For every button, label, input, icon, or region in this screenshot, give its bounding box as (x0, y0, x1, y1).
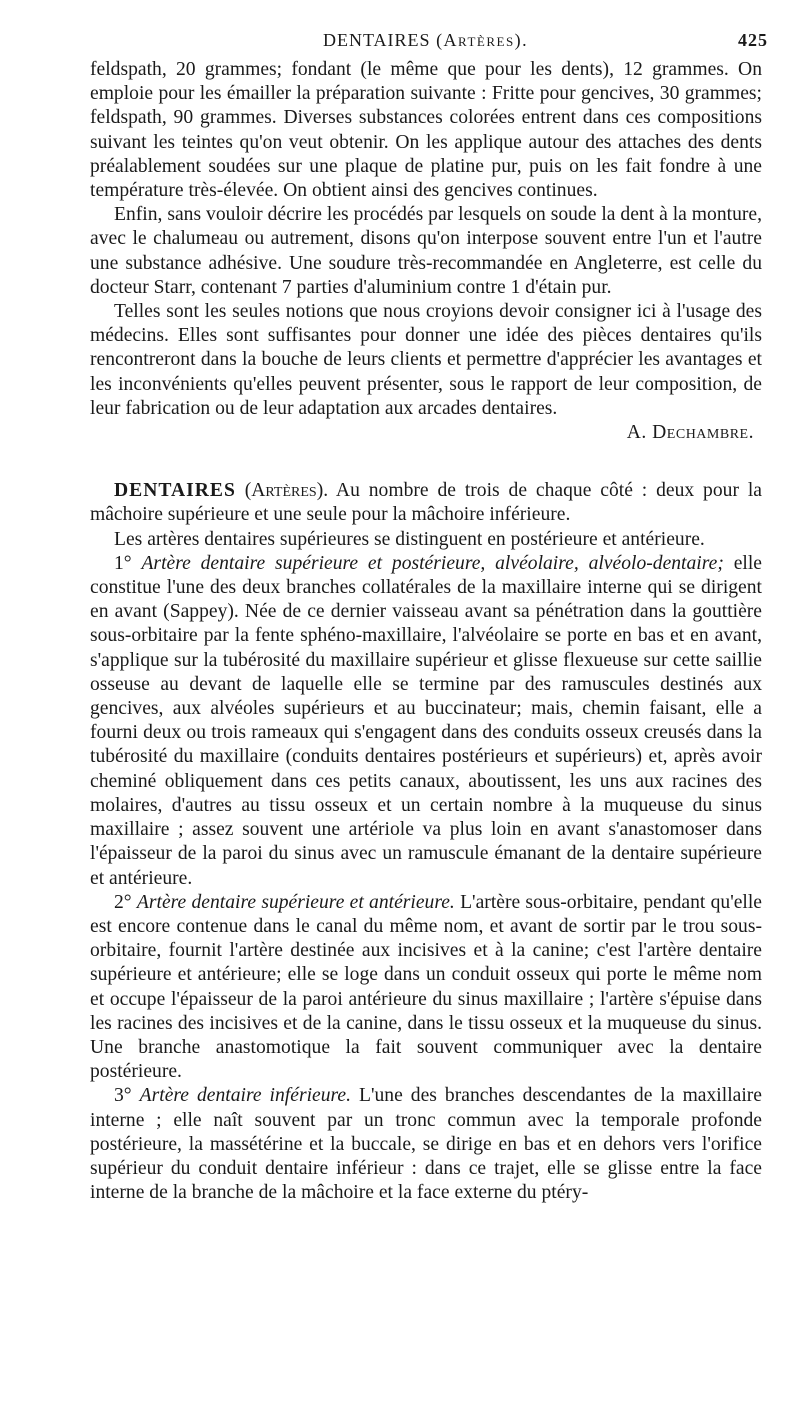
running-title (323, 30, 528, 51)
item-3-number: 3° (114, 1085, 132, 1107)
signature-name: Dechambre. (652, 422, 754, 444)
item-2-number: 2° (114, 891, 132, 913)
signature-initial: A. (626, 422, 647, 444)
paragraph-telles: Telles sont les seules notions que nous croyions devoir consigner ici à l'usage des médecins. Elles sont suffisantes pour donner une idée des pièces dentaires qu'ils rencontreront dans la bouche de leurs clients et permettre d'apprécier les avantages et les inconvénients qu'elles peuvent présenter, sous le rapport de leur composition, de leur fabrication ou de leur adaptation aux arcades dentaires. (90, 301, 762, 419)
item-3 (90, 1084, 762, 1205)
item-2 (90, 891, 762, 1085)
body-text (90, 58, 762, 1205)
article-intro (90, 479, 762, 527)
item-1-number: 1° (114, 552, 132, 574)
article-intro-text: Au nombre de trois de chaque côté : deux pour la mâchoire supérieure et une seule pour la mâchoire inférieure. (90, 480, 762, 526)
article-separator (90, 445, 762, 479)
item-2-text: L'artère sous-orbitaire, pendant qu'elle est encore contenue dans le canal du même nom, et avant de sortir par le trou sous-orbitaire, fournit l'artère destinée aux incisives et à la canine; c'est l'artère dentaire supérieure et antérieure; elle se loge dans un conduit osseux qui porte le même nom et occupe l'épaisseur de la paroi antérieure du sinus maxillaire ; l'artère s'épuise dans les racines des incisives et de la canine, dans le tissu osseux et la muqueuse du sinus. Une branche anastomotique la fait souvent communiquer avec la dentaire postérieure. (90, 891, 763, 1083)
item-2-title: Artère dentaire supérieure et antérieure. (136, 891, 455, 913)
item-1 (90, 552, 762, 891)
running-title-main: DENTAIRES (323, 30, 431, 50)
paragraph-enfin: Enfin, sans vouloir décrire les procédés par lesquels on soude la dent à la monture, avec le chalumeau ou autrement, disons qu'on interpose souvent entre l'un et l'autre une substance adhésive. Une soudure très-recommandée en Angleterre, est celle du docteur Starr, contenant 7 parties d'aluminium contre 1 d'étain pur. (90, 204, 762, 298)
paragraph-distinguish: Les artères dentaires supérieures se distinguent en postérieure et antérieure. (114, 528, 705, 550)
page-number: 425 (738, 30, 768, 50)
running-head (88, 30, 768, 56)
item-3-text: L'une des branches descendantes de la maxillaire interne ; elle naît souvent par un tronc commun avec la temporale profonde postérieure, la massétérine et la buccale, se dirige en bas et en dehors vers l'orifice supérieur du conduit dentaire inférieur : dans ce trajet, elle se glisse entre la face interne de la branche de la mâchoire et la face externe du ptéry- (90, 1085, 762, 1204)
item-1-text: elle constitue l'une des deux branches collatérales de la maxillaire interne qui se dirigent en avant (Sappey). Née de ce dernier vaisseau avant sa pénétration dans la gouttière sous-orbitaire par la fente sphéno-maxillaire, l'alvéolaire se porte en bas et en avant, s'applique sur la tubérosité du maxillaire supérieur et glisse flexueuse sur cette saillie osseuse au devant de laquelle elle se termine par des ramuscules destinés aux gencives, aux alvéoles supérieurs et au buccinateur; mais, chemin faisant, elle a fourni deux ou trois rameaux qui s'engagent dans des conduits osseux creusés dans la tubérosité du maxillaire (conduits dentaires postérieurs et supérieurs) et, après avoir cheminé obliquement dans ces petits canaux, aboutissent, les uns aux racines des molaires, d'autres au tissu osseux et un certain nombre à la muqueuse du sinus maxillaire ; assez souvent une artériole va plus loin en avant s'anastomoser dans l'épaisseur de la paroi du sinus avec un ramuscule émanant de la dentaire supérieure et antérieure. (90, 552, 762, 889)
item-1-title: Artère dentaire supérieure et postérieure, alvéolaire, alvéolo-dentaire; (141, 552, 724, 574)
article-heading: DENTAIRES (114, 480, 236, 502)
running-title-sub: (Artères). (436, 30, 529, 50)
paragraph-feldspath: feldspath, 20 grammes; fondant (le même que pour les dents), 12 grammes. On emploie pour les émailler la préparation suivante : Fritte pour gencives, 30 grammes; feldspath, 90 grammes. Diverses substances colorées entrent dans ces compositions suivant les teintes qu'on veut obtenir. On les applique autour des attaches des dents préalablement soudées sur une plaque de platine pur, puis on les fait fondre à une température très-élevée. On obtient ainsi des gencives continues. (90, 59, 762, 202)
article-heading-paren: (Artères). (244, 480, 329, 502)
item-3-title: Artère dentaire inférieure. (139, 1085, 351, 1107)
author-signature (90, 421, 762, 445)
